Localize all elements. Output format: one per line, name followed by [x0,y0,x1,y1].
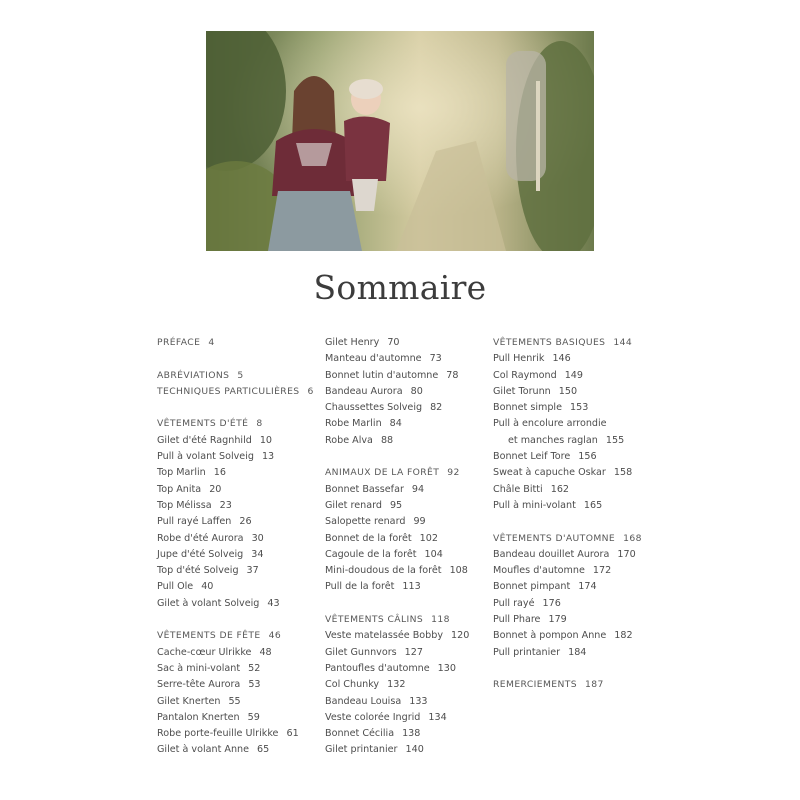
toc-entry-page-number: 162 [550,483,570,495]
toc-entry-label: Bonnet Cécilia [325,728,395,740]
toc-entry-label: Robe Alva [325,434,373,446]
toc-section-heading [157,416,314,432]
toc-entry [157,563,314,579]
toc-entry-page-number: 65 [257,744,270,756]
toc-entry-page-number: 146 [552,353,571,365]
toc-entry-page-number: 150 [558,385,578,397]
toc-section-heading [325,465,469,481]
toc-entry-page-number: 182 [614,630,633,642]
toc-entry-label: Gilet Torunn [493,385,551,397]
toc-entry [157,661,314,677]
toc-entry-page-number: 168 [623,532,642,544]
toc-entry-label: Bonnet de la forêt [325,532,412,544]
toc-entry-label: Robe Marlin [325,418,382,430]
toc-entry [325,416,469,432]
toc-entry-page-number: 174 [578,581,597,593]
toc-entry [493,384,642,400]
toc-entry-label: Bonnet Leif Tore [493,451,571,463]
toc-entry [157,694,314,710]
toc-entry-page-number: 94 [411,483,425,495]
toc-entry-label: Top d'été Solveig [157,565,239,577]
toc-entry-label: Bandeau douillet Aurora [493,548,610,560]
toc-entry-page-number: 82 [430,402,443,414]
toc-entry-page-number: 78 [446,369,459,381]
toc-entry-page-number: 144 [613,337,633,348]
toc-entry [157,596,314,612]
toc-entry [157,579,314,595]
toc-entry-page-number: 88 [380,434,394,446]
toc-entry-page-number: 153 [570,402,589,414]
toc-entry-page-number: 184 [568,646,587,658]
toc-entry-label: Pull à volant Solveig [157,451,254,463]
toc-entry-page-number: 84 [389,418,402,430]
toc-entry [157,531,314,547]
toc-entry [325,368,469,384]
toc-entry-page-number: 61 [286,728,299,740]
toc-entry [157,547,314,563]
toc-entry [325,579,469,595]
toc-entry-page-number: 134 [428,711,447,723]
toc-spacer [493,661,642,677]
toc-entry-label: Veste matelassée Bobby [325,630,444,642]
toc-entry-label: Top Mélissa [157,499,212,511]
toc-entry-label: Gilet à volant Anne [157,744,250,756]
toc-entry-label: Bonnet lutin d'automne [325,369,439,381]
toc-entry [325,498,469,514]
toc-entry [493,433,642,449]
toc-entry [157,449,314,465]
toc-entry-page-number: 46 [268,630,282,642]
toc-entry [157,514,314,530]
toc-entry-page-number: 37 [246,565,259,577]
toc-entry-label: Serre-tête Aurora [157,679,241,691]
toc-entry-label: Bonnet à pompon Anne [493,630,607,642]
toc-entry [157,482,314,498]
toc-entry-label: Pull Henrik [493,353,545,365]
toc-entry-label: Top Anita [157,483,202,495]
toc-entry [157,433,314,449]
toc-entry [493,612,642,628]
toc-entry-page-number: 53 [248,679,261,691]
toc-spacer [325,449,469,465]
toc-entry [325,677,469,693]
toc-entry [493,368,642,384]
toc-entry [493,498,642,514]
toc-entry [325,482,469,498]
toc-entry-label: Châle Bitti [493,483,543,495]
toc-entry-page-number: 48 [259,646,272,658]
toc-entry [493,645,642,661]
toc-entry [325,433,469,449]
toc-entry-page-number: 120 [451,630,470,642]
toc-entry-label: Pull printanier [493,646,561,658]
toc-entry [493,449,642,465]
toc-entry [325,531,469,547]
toc-entry [325,384,469,400]
toc-entry [325,514,469,530]
toc-entry-label: VÊTEMENTS D'ÉTÉ [157,418,249,430]
cover-photo [206,31,594,251]
toc-entry-label: VÊTEMENTS D'AUTOMNE [493,532,616,544]
toc-entry-page-number: 102 [419,532,438,544]
toc-entry-page-number: 5 [237,369,244,381]
toc-entry-label: Gilet d'été Ragnhild [157,434,252,446]
toc-entry-label: Col Raymond [493,369,557,381]
toc-entry-label: Gilet renard [325,499,382,511]
toc-entry-label: Gilet printanier [325,744,398,756]
toc-entry-page-number: 80 [410,385,423,397]
toc-entry-page-number: 179 [548,614,567,626]
toc-entry-page-number: 95 [389,499,403,511]
toc-entry [325,628,469,644]
toc-entry-page-number: 10 [259,434,273,446]
toc-section-heading [157,368,314,384]
toc-spacer [157,400,314,416]
toc-entry-label: Mini-doudous de la forêt [325,565,442,577]
toc-entry-page-number: 140 [405,744,424,756]
toc-entry [325,335,469,351]
toc-entry-label: Cagoule de la forêt [325,548,417,560]
toc-section-heading [157,335,314,351]
toc-spacer [325,596,469,612]
toc-entry [325,694,469,710]
toc-spacer [157,351,314,367]
toc-entry [325,547,469,563]
toc-entry [493,416,642,432]
toc-entry-page-number: 172 [592,565,612,577]
toc-entry-page-number: 187 [585,679,604,691]
toc-entry-label: et manches raglan [508,434,598,446]
toc-entry-label: Bandeau Louisa [325,695,402,707]
toc-entry-page-number: 40 [201,581,214,593]
toc-entry-label: Veste colorée Ingrid [325,711,421,723]
toc-entry-page-number: 104 [424,548,443,560]
toc-section-heading [493,531,642,547]
toc-entry [493,400,642,416]
toc-entry-label: Manteau d'automne [325,353,422,365]
toc-section-heading [325,612,469,628]
toc-entry-label: ABRÉVIATIONS [157,369,230,381]
toc-entry-page-number: 99 [413,516,426,528]
toc-entry-label: PRÉFACE [157,337,201,348]
toc-entry [157,645,314,661]
toc-section-heading [157,628,314,644]
toc-entry-label: Pull Phare [493,614,541,626]
toc-entry-page-number: 30 [251,532,264,544]
toc-entry-label: Sweat à capuche Oskar [493,467,606,479]
toc-column-3 [493,335,642,694]
toc-entry-label: Bonnet pimpant [493,581,571,593]
toc-section-heading [157,384,314,400]
toc-entry [493,628,642,644]
toc-entry [325,645,469,661]
toc-entry-label: Gilet à volant Solveig [157,597,260,609]
toc-entry-label: VÊTEMENTS CÂLINS [325,614,424,626]
toc-entry [157,726,314,742]
toc-entry [493,547,642,563]
toc-entry-page-number: 108 [449,565,468,577]
toc-entry [157,465,314,481]
toc-entry-page-number: 170 [617,548,636,560]
toc-entry [493,579,642,595]
toc-entry-page-number: 55 [228,695,241,707]
toc-section-heading [493,677,642,693]
toc-entry-label: Pantalon Knerten [157,711,240,723]
toc-entry-label: Pull de la forêt [325,581,395,593]
page-title: Sommaire [313,268,487,307]
toc-entry-label: Col Chunky [325,679,380,691]
toc-column-2 [325,335,469,759]
toc-entry [325,742,469,758]
toc-entry-page-number: 165 [583,499,603,511]
toc-entry [325,661,469,677]
toc-entry [325,351,469,367]
toc-entry-label: VÊTEMENTS DE FÊTE [157,630,261,642]
toc-entry-label: Chaussettes Solveig [325,402,423,414]
toc-entry-label: Pantoufles d'automne [325,662,430,674]
toc-entry [157,498,314,514]
toc-entry-label: Pull à mini-volant [493,499,576,511]
toc-entry-page-number: 132 [387,679,406,691]
toc-entry-label: TECHNIQUES PARTICULIÈRES [157,385,300,397]
toc-entry-page-number: 34 [251,548,264,560]
toc-entry-page-number: 4 [208,337,215,348]
toc-spacer [493,514,642,530]
toc-entry [493,563,642,579]
toc-entry-page-number: 156 [578,451,597,463]
toc-entry-label: VÊTEMENTS BASIQUES [493,337,606,348]
toc-entry-page-number: 118 [431,614,450,626]
toc-entry [493,351,642,367]
toc-entry [325,563,469,579]
toc-entry-page-number: 6 [307,385,314,397]
toc-entry-page-number: 155 [605,434,625,446]
toc-entry-label: Robe d'été Aurora [157,532,244,544]
toc-entry-label: Bandeau Aurora [325,385,403,397]
toc-entry-page-number: 158 [613,467,633,479]
toc-entry-label: Pull rayé Laffen [157,516,232,528]
toc-entry [325,710,469,726]
toc-entry [157,710,314,726]
toc-spacer [157,612,314,628]
toc-entry-label: Top Marlin [157,467,206,479]
toc-entry-page-number: 70 [387,337,400,348]
toc-entry-label: Robe porte-feuille Ulrikke [157,728,279,740]
toc-entry-page-number: 138 [402,728,421,740]
toc-entry-page-number: 113 [402,581,421,593]
toc-entry-label: Jupe d'été Solveig [157,548,244,560]
toc-entry-page-number: 20 [209,483,222,495]
toc-entry-label: Gilet Gunnvors [325,646,397,658]
toc-entry [157,677,314,693]
toc-entry-page-number: 149 [564,369,583,381]
toc-entry [325,726,469,742]
toc-entry-label: Gilet Knerten [157,695,221,707]
toc-entry-page-number: 127 [404,646,423,658]
toc-column-1 [157,335,314,759]
toc-entry [493,596,642,612]
toc-entry [157,742,314,758]
toc-entry [325,400,469,416]
toc-entry-page-number: 13 [261,451,275,463]
toc-entry-label: Moufles d'automne [493,565,585,577]
toc-entry-page-number: 59 [247,711,260,723]
toc-section-heading [493,335,642,351]
toc-entry-page-number: 16 [213,467,226,479]
toc-entry [493,482,642,498]
toc-entry-page-number: 176 [542,597,561,609]
toc-entry-label: Bonnet simple [493,402,562,414]
toc-entry-label: REMERCIEMENTS [493,679,578,691]
toc-entry-page-number: 8 [256,418,263,430]
toc-entry-label: Pull à encolure arrondie [493,418,607,430]
toc-entry-page-number: 92 [447,467,460,479]
toc-entry-label: Salopette renard [325,516,406,528]
toc-entry-page-number: 130 [437,662,456,674]
toc-entry-page-number: 73 [429,353,442,365]
toc-entry-label: Gilet Henry [325,337,380,348]
toc-entry-label: Cache-cœur Ulrikke [157,646,252,658]
toc-entry-page-number: 133 [409,695,428,707]
toc-entry-page-number: 43 [267,597,280,609]
toc-entry-page-number: 26 [239,516,252,528]
toc-entry-label: ANIMAUX DE LA FORÊT [325,467,440,479]
toc-entry-label: Bonnet Bassefar [325,483,404,495]
toc-entry-label: Pull Ole [157,581,194,593]
toc-entry-page-number: 52 [248,662,261,674]
toc-entry-label: Sac à mini-volant [157,662,241,674]
toc-entry-label: Pull rayé [493,597,535,609]
toc-entry-page-number: 23 [219,499,232,511]
toc-entry [493,465,642,481]
